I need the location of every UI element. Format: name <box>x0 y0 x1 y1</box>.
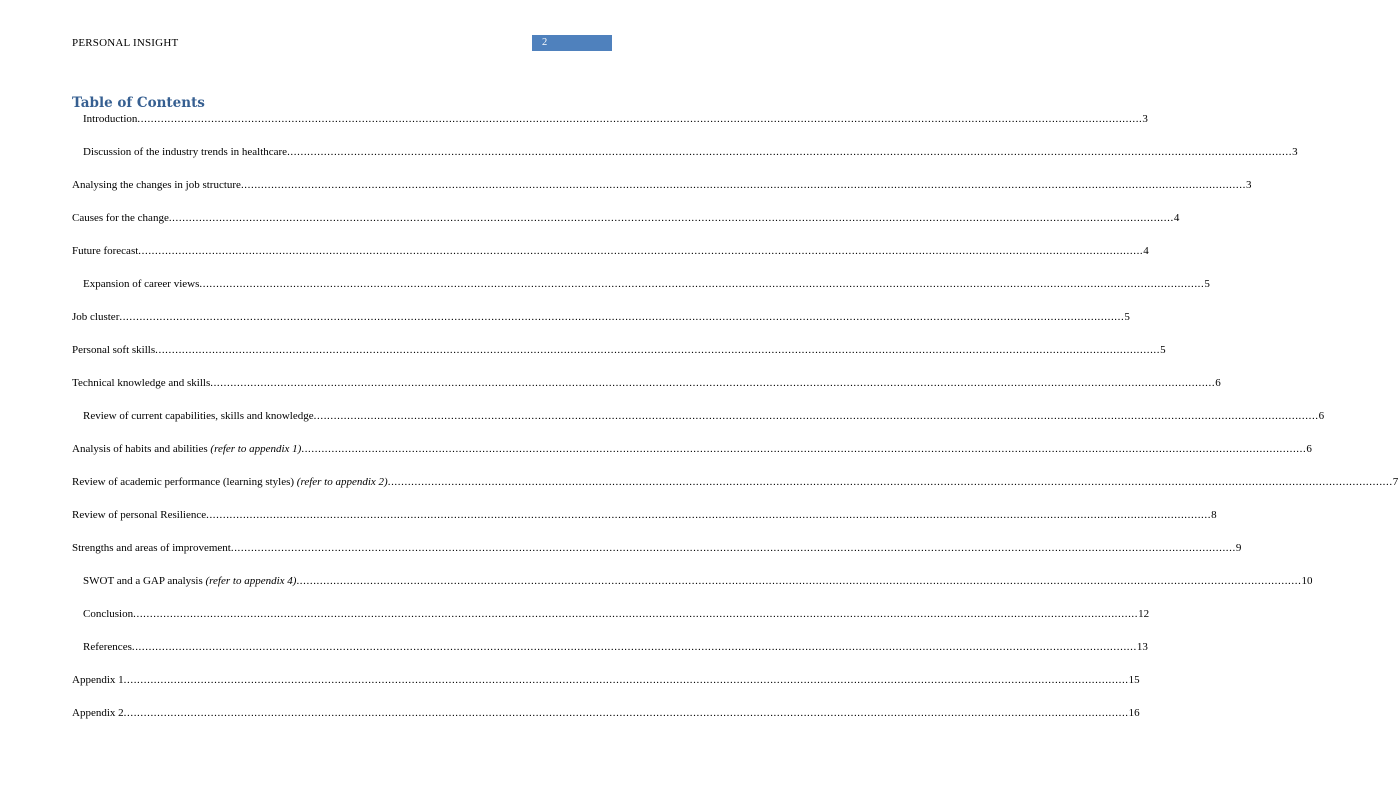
toc-page-number: 3 <box>1245 179 1252 191</box>
toc-page-number: 5 <box>1160 344 1166 356</box>
toc-title: Table of Contents <box>72 95 205 111</box>
toc-dot-leader: ............................................................................................................................................................................................................................................................................................................ <box>210 377 1216 389</box>
toc-entry-note: (refer to appendix 2) <box>296 476 388 488</box>
toc-entry[interactable] <box>72 245 1149 261</box>
toc-entry-text: Review of current capabilities, skills and knowledge <box>83 410 314 422</box>
toc-entry-text: Strengths and areas of improvement <box>72 542 231 554</box>
toc-dot-leader: ............................................................................................................................................................................................................................................................................................................ <box>287 146 1293 158</box>
toc-entry[interactable] <box>72 542 1242 558</box>
toc-page-number: 7 <box>1392 476 1398 488</box>
toc-entry-text: Analysis of habits and abilities (refer to appendix 1) <box>72 443 302 455</box>
toc-dot-leader: ............................................................................................................................................................................................................................................................................................................ <box>387 476 1393 488</box>
toc-page-number: 6 <box>1215 377 1221 389</box>
toc-entry[interactable] <box>72 146 1298 162</box>
toc-entry-text: Causes for the change <box>72 212 169 224</box>
page-header <box>72 35 612 51</box>
toc-dot-leader: ............................................................................................................................................................................................................................................................................................................ <box>313 410 1319 422</box>
toc-entry-text: Conclusion <box>83 608 134 620</box>
toc-page-number: 5 <box>1204 278 1210 290</box>
toc-entry-text: Analysing the changes in job structure <box>72 179 241 191</box>
toc-page-number: 12 <box>1138 608 1150 620</box>
toc-page-number: 4 <box>1143 245 1149 257</box>
toc-entry-text: Expansion of career views <box>83 278 200 290</box>
toc-entry-note: (refer to appendix 4) <box>205 575 297 587</box>
toc-page-number: 9 <box>1235 542 1242 554</box>
toc-page-number: 4 <box>1173 212 1180 224</box>
toc-dot-leader: ............................................................................................................................................................................................................................................................................................................ <box>138 245 1144 257</box>
toc-dot-leader: ............................................................................................................................................................................................................................................................................................................ <box>168 212 1174 224</box>
toc-entry[interactable] <box>72 608 1150 624</box>
toc-entry[interactable] <box>72 212 1180 228</box>
toc-entry-text: Technical knowledge and skills <box>72 377 211 389</box>
toc-dot-leader: ............................................................................................................................................................................................................................................................................................................ <box>123 674 1129 686</box>
toc-entry-text: Introduction <box>83 113 138 125</box>
toc-entry-text: Appendix 2 <box>72 707 124 719</box>
toc-page-number: 6 <box>1306 443 1312 455</box>
toc-dot-leader: ............................................................................................................................................................................................................................................................................................................ <box>206 509 1212 521</box>
toc-page-number: 15 <box>1128 674 1140 686</box>
toc-entry-note: (refer to appendix 1) <box>210 443 302 455</box>
toc-entry[interactable] <box>72 179 1252 195</box>
toc-page-number: 13 <box>1136 641 1148 653</box>
toc-entry[interactable] <box>72 476 1398 492</box>
toc-entry-text: Discussion of the industry trends in healthcare <box>83 146 288 158</box>
toc-entry[interactable] <box>72 641 1148 657</box>
page-number: 2 <box>532 35 612 51</box>
toc-entry[interactable] <box>72 443 1312 459</box>
toc-dot-leader: ............................................................................................................................................................................................................................................................................................................ <box>131 641 1137 653</box>
toc-dot-leader: ............................................................................................................................................................................................................................................................................................................ <box>301 443 1307 455</box>
toc-entry[interactable] <box>72 509 1217 525</box>
toc-page-number: 16 <box>1128 707 1140 719</box>
toc-entry[interactable] <box>72 707 1140 723</box>
toc-dot-leader: ............................................................................................................................................................................................................................................................................................................ <box>119 311 1125 323</box>
toc-entry-text: Review of academic performance (learning styles) (refer to appendix 2) <box>72 476 388 488</box>
toc-page-number: 6 <box>1318 410 1325 422</box>
toc-dot-leader: ............................................................................................................................................................................................................................................................................................................ <box>296 575 1302 587</box>
toc-entry-text: Appendix 1 <box>72 674 124 686</box>
toc-entry-text: Personal soft skills <box>72 344 156 356</box>
toc-dot-leader: ............................................................................................................................................................................................................................................................................................................ <box>199 278 1205 290</box>
toc-entry[interactable] <box>72 575 1313 591</box>
toc-page-number: 10 <box>1301 575 1313 587</box>
toc-page-number: 5 <box>1124 311 1130 323</box>
toc-entry[interactable] <box>72 674 1140 690</box>
toc-dot-leader: ............................................................................................................................................................................................................................................................................................................ <box>137 113 1143 125</box>
toc-page-number: 8 <box>1211 509 1217 521</box>
toc-dot-leader: ............................................................................................................................................................................................................................................................................................................ <box>123 707 1129 719</box>
toc-entry[interactable] <box>72 278 1210 294</box>
toc-entry[interactable] <box>72 344 1166 360</box>
toc-entry-text: Job cluster <box>72 311 120 323</box>
toc-entry-text: References <box>83 641 132 653</box>
toc-page-number: 3 <box>1292 146 1298 158</box>
toc-page-number: 3 <box>1142 113 1148 125</box>
toc-entry[interactable] <box>72 410 1325 426</box>
toc-entry[interactable] <box>72 377 1221 393</box>
toc-entry[interactable] <box>72 311 1130 327</box>
toc-dot-leader: ............................................................................................................................................................................................................................................................................................................ <box>240 179 1246 191</box>
toc-dot-leader: ............................................................................................................................................................................................................................................................................................................ <box>155 344 1161 356</box>
toc-entry[interactable] <box>72 113 1148 129</box>
toc-dot-leader: ............................................................................................................................................................................................................................................................................................................ <box>230 542 1236 554</box>
toc-dot-leader: ............................................................................................................................................................................................................................................................................................................ <box>133 608 1139 620</box>
toc-entry-text: SWOT and a GAP analysis (refer to appendix 4) <box>83 575 297 587</box>
running-head: PERSONAL INSIGHT <box>72 37 179 49</box>
toc-entry-text: Review of personal Resilience <box>72 509 207 521</box>
toc-entry-text: Future forecast <box>72 245 139 257</box>
